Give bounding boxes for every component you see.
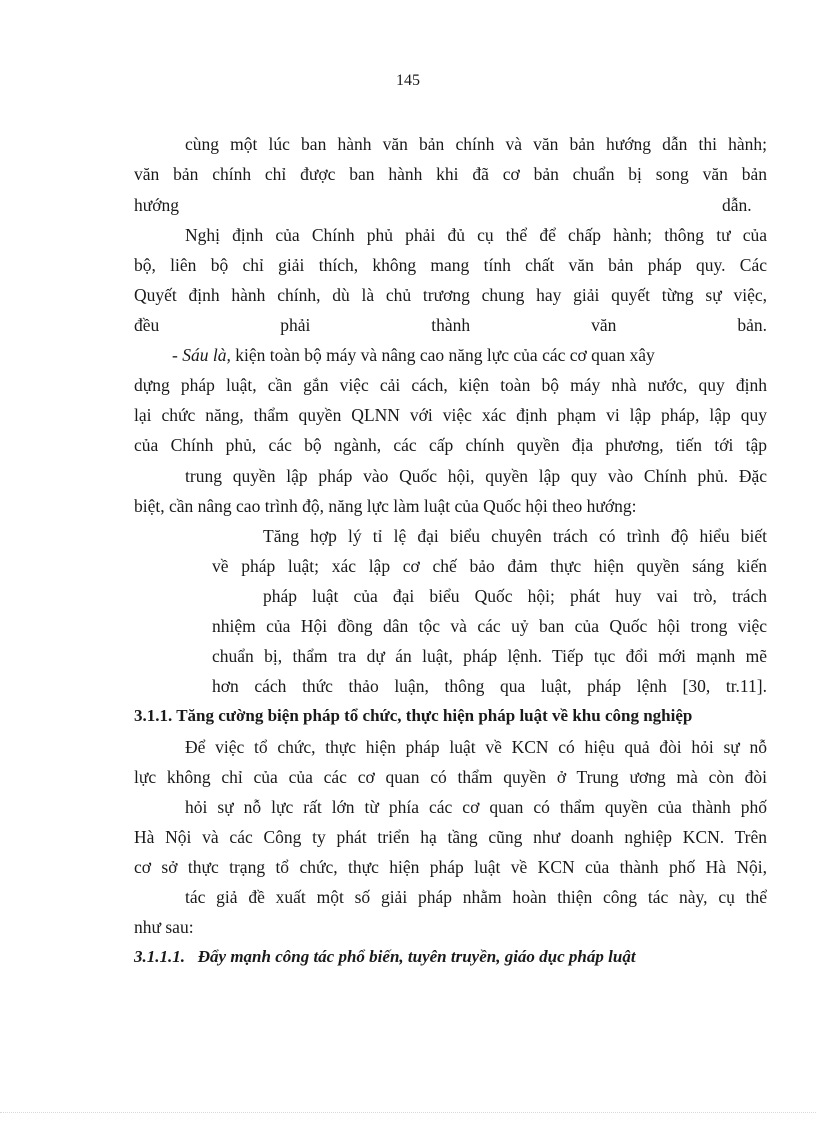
text-line: lực không chỉ của của các cơ quan có thẩm quyền ở Trung ương mà còn đòi <box>134 767 767 787</box>
text-line: Quyết định hành chính, dù là chủ trương chung hay giải quyết từng sự việc, <box>134 285 767 305</box>
text-line: Tăng hợp lý tỉ lệ đại biểu chuyên trách có trình độ hiểu biết <box>263 526 767 546</box>
section-heading: 3.1.1. Tăng cường biện pháp tổ chức, thực hiện pháp luật về khu công nghiệp <box>134 706 693 725</box>
text-line: văn bản chính chỉ được ban hành khi đã cơ bản chuẩn bị song văn bản <box>134 164 767 184</box>
text-line: trung quyền lập pháp vào Quốc hội, quyền lập quy vào Chính phủ. Đặc <box>185 466 767 486</box>
text-line: hơn cách thức thảo luận, thông qua luật, pháp lệnh [30, tr.11]. <box>212 676 767 696</box>
text-line: như sau: <box>134 917 194 937</box>
text-line: Để việc tổ chức, thực hiện pháp luật về KCN có hiệu quả đòi hỏi sự nỗ <box>185 737 767 757</box>
page-bottom-rule <box>0 1112 816 1113</box>
page-number: 145 <box>396 72 420 89</box>
text-run: kiện toàn bộ máy và nâng cao năng lực của các cơ quan xây <box>230 345 655 365</box>
text-line: biệt, cần nâng cao trình độ, năng lực làm luật của Quốc hội theo hướng: <box>134 496 637 516</box>
text-line: cơ sở thực trạng tổ chức, thực hiện pháp luật về KCN của thành phố Hà Nội, <box>134 857 767 877</box>
emphasis-text: Sáu là, <box>182 345 231 365</box>
text-line: bộ, liên bộ chỉ giải thích, không mang tính chất văn bản pháp quy. Các <box>134 255 767 275</box>
text-line: hướng <box>134 195 179 215</box>
text-line: Nghị định của Chính phủ phải đủ cụ thể để chấp hành; thông tư của <box>185 225 767 245</box>
text-line: Hà Nội và các Công ty phát triển hạ tầng cũng như doanh nghiệp KCN. Trên <box>134 827 767 847</box>
text-line: nhiệm của Hội đồng dân tộc và các uỷ ban của Quốc hội trong việc <box>212 616 767 636</box>
text-line <box>172 344 767 366</box>
text-line: cùng một lúc ban hành văn bản chính và văn bản hướng dẫn thi hành; <box>185 134 767 154</box>
list-dash: - <box>172 345 183 365</box>
text-line: hỏi sự nỗ lực rất lớn từ phía các cơ quan có thẩm quyền của thành phố <box>185 797 767 817</box>
text-line: pháp luật của đại biểu Quốc hội; phát huy vai trò, trách <box>263 586 767 606</box>
text-line: về pháp luật; xác lập cơ chế bảo đảm thực hiện quyền sáng kiến <box>212 556 767 576</box>
subsection-heading: 3.1.1.1. Đẩy mạnh công tác phổ biến, tuyên truyền, giáo dục pháp luật <box>134 947 636 966</box>
text-line: dẫn. <box>722 195 752 215</box>
text-line: tác giả đề xuất một số giải pháp nhằm hoàn thiện công tác này, cụ thể <box>185 887 767 907</box>
text-line: của Chính phủ, các bộ ngành, các cấp chính quyền địa phương, tiến tới tập <box>134 435 767 455</box>
text-line: đều phải thành văn bản. <box>134 315 767 335</box>
text-line: chuẩn bị, thẩm tra dự án luật, pháp lệnh. Tiếp tục đổi mới mạnh mẽ <box>212 646 767 666</box>
text-line: lại chức năng, thẩm quyền QLNN với việc xác định phạm vi lập pháp, lập quy <box>134 405 767 425</box>
text-line: dựng pháp luật, cần gắn việc cải cách, kiện toàn bộ máy nhà nước, quy định <box>134 375 767 395</box>
